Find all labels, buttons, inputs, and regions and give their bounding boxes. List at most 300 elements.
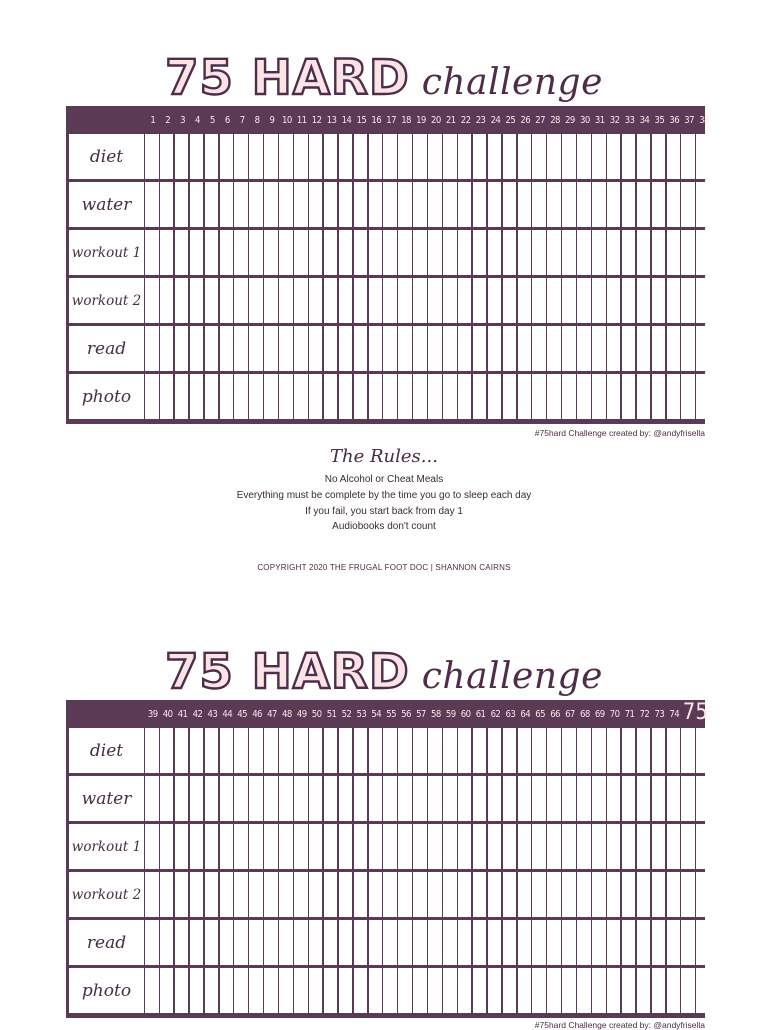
checkbox-cell[interactable] <box>249 824 263 869</box>
checkbox-cell[interactable] <box>354 182 368 227</box>
checkbox-cell[interactable] <box>264 872 278 917</box>
checkbox-cell[interactable] <box>324 968 338 1013</box>
checkbox-cell[interactable] <box>518 326 532 371</box>
checkbox-cell[interactable] <box>294 326 308 371</box>
checkbox-cell[interactable] <box>696 326 708 371</box>
checkbox-cell[interactable] <box>637 134 651 179</box>
checkbox-cell[interactable] <box>339 182 353 227</box>
checkbox-cell[interactable] <box>324 920 338 965</box>
checkbox-cell[interactable] <box>681 776 695 821</box>
checkbox-cell[interactable] <box>562 326 576 371</box>
checkbox-cell[interactable] <box>309 776 323 821</box>
checkbox-cell[interactable] <box>518 134 532 179</box>
checkbox-cell[interactable] <box>592 374 606 419</box>
checkbox-cell[interactable] <box>324 134 338 179</box>
checkbox-cell[interactable] <box>637 776 651 821</box>
checkbox-cell[interactable] <box>309 872 323 917</box>
checkbox-cell[interactable] <box>518 968 532 1013</box>
checkbox-cell[interactable] <box>145 824 159 869</box>
checkbox-cell[interactable] <box>518 278 532 323</box>
checkbox-cell[interactable] <box>190 920 204 965</box>
checkbox-cell[interactable] <box>294 182 308 227</box>
checkbox-cell[interactable] <box>145 230 159 275</box>
checkbox-cell[interactable] <box>592 278 606 323</box>
checkbox-cell[interactable] <box>473 824 487 869</box>
checkbox-cell[interactable] <box>160 968 174 1013</box>
checkbox-cell[interactable] <box>398 968 412 1013</box>
checkbox-cell[interactable] <box>488 230 502 275</box>
checkbox-cell[interactable] <box>145 872 159 917</box>
checkbox-cell[interactable] <box>369 326 383 371</box>
checkbox-cell[interactable] <box>607 872 621 917</box>
checkbox-cell[interactable] <box>249 278 263 323</box>
checkbox-cell[interactable] <box>577 968 591 1013</box>
checkbox-cell[interactable] <box>607 278 621 323</box>
checkbox-cell[interactable] <box>562 134 576 179</box>
checkbox-cell[interactable] <box>264 374 278 419</box>
checkbox-cell[interactable] <box>398 920 412 965</box>
checkbox-cell[interactable] <box>518 230 532 275</box>
checkbox-cell[interactable] <box>264 278 278 323</box>
checkbox-cell[interactable] <box>681 920 695 965</box>
checkbox-cell[interactable] <box>398 728 412 773</box>
checkbox-cell[interactable] <box>413 920 427 965</box>
checkbox-cell[interactable] <box>190 872 204 917</box>
checkbox-cell[interactable] <box>383 230 397 275</box>
checkbox-cell[interactable] <box>696 728 708 773</box>
checkbox-cell[interactable] <box>681 134 695 179</box>
checkbox-cell[interactable] <box>369 230 383 275</box>
checkbox-cell[interactable] <box>398 182 412 227</box>
checkbox-cell[interactable] <box>190 278 204 323</box>
checkbox-cell[interactable] <box>205 920 219 965</box>
checkbox-cell[interactable] <box>175 374 189 419</box>
checkbox-cell[interactable] <box>443 182 457 227</box>
checkbox-cell[interactable] <box>145 776 159 821</box>
checkbox-cell[interactable] <box>681 182 695 227</box>
checkbox-cell[interactable] <box>264 968 278 1013</box>
checkbox-cell[interactable] <box>205 230 219 275</box>
checkbox-cell[interactable] <box>532 374 546 419</box>
checkbox-cell[interactable] <box>667 374 681 419</box>
checkbox-cell[interactable] <box>369 182 383 227</box>
checkbox-cell[interactable] <box>220 872 234 917</box>
checkbox-cell[interactable] <box>160 920 174 965</box>
checkbox-cell[interactable] <box>562 776 576 821</box>
checkbox-cell[interactable] <box>443 824 457 869</box>
checkbox-cell[interactable] <box>428 920 442 965</box>
checkbox-cell[interactable] <box>294 824 308 869</box>
checkbox-cell[interactable] <box>413 776 427 821</box>
checkbox-cell[interactable] <box>160 134 174 179</box>
checkbox-cell[interactable] <box>324 728 338 773</box>
checkbox-cell[interactable] <box>622 920 636 965</box>
checkbox-cell[interactable] <box>562 968 576 1013</box>
checkbox-cell[interactable] <box>652 872 666 917</box>
checkbox-cell[interactable] <box>369 920 383 965</box>
checkbox-cell[interactable] <box>696 872 708 917</box>
checkbox-cell[interactable] <box>622 374 636 419</box>
checkbox-cell[interactable] <box>205 968 219 1013</box>
checkbox-cell[interactable] <box>309 920 323 965</box>
checkbox-cell[interactable] <box>532 230 546 275</box>
checkbox-cell[interactable] <box>637 872 651 917</box>
checkbox-cell[interactable] <box>458 872 472 917</box>
checkbox-cell[interactable] <box>607 968 621 1013</box>
checkbox-cell[interactable] <box>681 326 695 371</box>
checkbox-cell[interactable] <box>160 872 174 917</box>
checkbox-cell[interactable] <box>667 134 681 179</box>
checkbox-cell[interactable] <box>622 230 636 275</box>
checkbox-cell[interactable] <box>160 278 174 323</box>
checkbox-cell[interactable] <box>369 824 383 869</box>
checkbox-cell[interactable] <box>667 872 681 917</box>
checkbox-cell[interactable] <box>339 920 353 965</box>
checkbox-cell[interactable] <box>592 824 606 869</box>
checkbox-cell[interactable] <box>279 134 293 179</box>
checkbox-cell[interactable] <box>458 920 472 965</box>
checkbox-cell[interactable] <box>518 872 532 917</box>
checkbox-cell[interactable] <box>592 326 606 371</box>
checkbox-cell[interactable] <box>175 326 189 371</box>
checkbox-cell[interactable] <box>592 182 606 227</box>
checkbox-cell[interactable] <box>175 230 189 275</box>
checkbox-cell[interactable] <box>473 920 487 965</box>
checkbox-cell[interactable] <box>428 182 442 227</box>
checkbox-cell[interactable] <box>652 920 666 965</box>
checkbox-cell[interactable] <box>637 728 651 773</box>
checkbox-cell[interactable] <box>354 230 368 275</box>
checkbox-cell[interactable] <box>324 326 338 371</box>
checkbox-cell[interactable] <box>279 374 293 419</box>
checkbox-cell[interactable] <box>339 776 353 821</box>
checkbox-cell[interactable] <box>160 182 174 227</box>
checkbox-cell[interactable] <box>667 326 681 371</box>
checkbox-cell[interactable] <box>339 374 353 419</box>
checkbox-cell[interactable] <box>249 968 263 1013</box>
checkbox-cell[interactable] <box>622 968 636 1013</box>
checkbox-cell[interactable] <box>279 776 293 821</box>
checkbox-cell[interactable] <box>369 872 383 917</box>
checkbox-cell[interactable] <box>309 230 323 275</box>
checkbox-cell[interactable] <box>503 326 517 371</box>
checkbox-cell[interactable] <box>324 278 338 323</box>
checkbox-cell[interactable] <box>234 134 248 179</box>
checkbox-cell[interactable] <box>696 134 708 179</box>
checkbox-cell[interactable] <box>547 968 561 1013</box>
checkbox-cell[interactable] <box>503 776 517 821</box>
checkbox-cell[interactable] <box>518 920 532 965</box>
checkbox-cell[interactable] <box>145 968 159 1013</box>
checkbox-cell[interactable] <box>354 326 368 371</box>
checkbox-cell[interactable] <box>160 326 174 371</box>
checkbox-cell[interactable] <box>279 230 293 275</box>
checkbox-cell[interactable] <box>190 374 204 419</box>
checkbox-cell[interactable] <box>279 278 293 323</box>
checkbox-cell[interactable] <box>547 920 561 965</box>
checkbox-cell[interactable] <box>607 776 621 821</box>
checkbox-cell[interactable] <box>279 968 293 1013</box>
checkbox-cell[interactable] <box>205 872 219 917</box>
checkbox-cell[interactable] <box>696 374 708 419</box>
checkbox-cell[interactable] <box>607 374 621 419</box>
checkbox-cell[interactable] <box>532 968 546 1013</box>
checkbox-cell[interactable] <box>205 776 219 821</box>
checkbox-cell[interactable] <box>160 374 174 419</box>
checkbox-cell[interactable] <box>369 278 383 323</box>
checkbox-cell[interactable] <box>354 824 368 869</box>
checkbox-cell[interactable] <box>562 824 576 869</box>
checkbox-cell[interactable] <box>220 374 234 419</box>
checkbox-cell[interactable] <box>622 872 636 917</box>
checkbox-cell[interactable] <box>413 824 427 869</box>
checkbox-cell[interactable] <box>443 278 457 323</box>
checkbox-cell[interactable] <box>547 134 561 179</box>
checkbox-cell[interactable] <box>667 182 681 227</box>
checkbox-cell[interactable] <box>220 776 234 821</box>
checkbox-cell[interactable] <box>354 134 368 179</box>
checkbox-cell[interactable] <box>652 968 666 1013</box>
checkbox-cell[interactable] <box>473 182 487 227</box>
checkbox-cell[interactable] <box>205 374 219 419</box>
checkbox-cell[interactable] <box>518 182 532 227</box>
checkbox-cell[interactable] <box>369 776 383 821</box>
checkbox-cell[interactable] <box>175 824 189 869</box>
checkbox-cell[interactable] <box>398 374 412 419</box>
checkbox-cell[interactable] <box>294 230 308 275</box>
checkbox-cell[interactable] <box>175 278 189 323</box>
checkbox-cell[interactable] <box>488 278 502 323</box>
checkbox-cell[interactable] <box>279 824 293 869</box>
checkbox-cell[interactable] <box>428 134 442 179</box>
checkbox-cell[interactable] <box>577 278 591 323</box>
checkbox-cell[interactable] <box>428 278 442 323</box>
checkbox-cell[interactable] <box>696 230 708 275</box>
checkbox-cell[interactable] <box>220 728 234 773</box>
checkbox-cell[interactable] <box>324 230 338 275</box>
checkbox-cell[interactable] <box>532 872 546 917</box>
checkbox-cell[interactable] <box>175 872 189 917</box>
checkbox-cell[interactable] <box>637 230 651 275</box>
checkbox-cell[interactable] <box>681 824 695 869</box>
checkbox-cell[interactable] <box>234 728 248 773</box>
checkbox-cell[interactable] <box>249 326 263 371</box>
checkbox-cell[interactable] <box>667 728 681 773</box>
checkbox-cell[interactable] <box>488 326 502 371</box>
checkbox-cell[interactable] <box>369 134 383 179</box>
checkbox-cell[interactable] <box>473 374 487 419</box>
checkbox-cell[interactable] <box>249 872 263 917</box>
checkbox-cell[interactable] <box>428 374 442 419</box>
checkbox-cell[interactable] <box>413 230 427 275</box>
checkbox-cell[interactable] <box>294 728 308 773</box>
checkbox-cell[interactable] <box>324 824 338 869</box>
checkbox-cell[interactable] <box>354 872 368 917</box>
checkbox-cell[interactable] <box>443 326 457 371</box>
checkbox-cell[interactable] <box>652 182 666 227</box>
checkbox-cell[interactable] <box>667 968 681 1013</box>
checkbox-cell[interactable] <box>443 920 457 965</box>
checkbox-cell[interactable] <box>592 134 606 179</box>
checkbox-cell[interactable] <box>413 374 427 419</box>
checkbox-cell[interactable] <box>264 728 278 773</box>
checkbox-cell[interactable] <box>622 182 636 227</box>
checkbox-cell[interactable] <box>637 920 651 965</box>
checkbox-cell[interactable] <box>652 824 666 869</box>
checkbox-cell[interactable] <box>205 728 219 773</box>
checkbox-cell[interactable] <box>488 374 502 419</box>
checkbox-cell[interactable] <box>413 182 427 227</box>
checkbox-cell[interactable] <box>681 374 695 419</box>
checkbox-cell[interactable] <box>696 182 708 227</box>
checkbox-cell[interactable] <box>339 872 353 917</box>
checkbox-cell[interactable] <box>413 278 427 323</box>
checkbox-cell[interactable] <box>145 326 159 371</box>
checkbox-cell[interactable] <box>324 776 338 821</box>
checkbox-cell[interactable] <box>532 776 546 821</box>
checkbox-cell[interactable] <box>488 728 502 773</box>
checkbox-cell[interactable] <box>249 134 263 179</box>
checkbox-cell[interactable] <box>339 824 353 869</box>
checkbox-cell[interactable] <box>681 278 695 323</box>
checkbox-cell[interactable] <box>234 326 248 371</box>
checkbox-cell[interactable] <box>458 824 472 869</box>
checkbox-cell[interactable] <box>339 728 353 773</box>
checkbox-cell[interactable] <box>473 326 487 371</box>
checkbox-cell[interactable] <box>622 824 636 869</box>
checkbox-cell[interactable] <box>234 374 248 419</box>
checkbox-cell[interactable] <box>622 326 636 371</box>
checkbox-cell[interactable] <box>294 920 308 965</box>
checkbox-cell[interactable] <box>309 374 323 419</box>
checkbox-cell[interactable] <box>547 326 561 371</box>
checkbox-cell[interactable] <box>532 182 546 227</box>
checkbox-cell[interactable] <box>234 230 248 275</box>
checkbox-cell[interactable] <box>518 728 532 773</box>
checkbox-cell[interactable] <box>264 920 278 965</box>
checkbox-cell[interactable] <box>562 728 576 773</box>
checkbox-cell[interactable] <box>175 182 189 227</box>
checkbox-cell[interactable] <box>413 134 427 179</box>
checkbox-cell[interactable] <box>294 134 308 179</box>
checkbox-cell[interactable] <box>458 326 472 371</box>
checkbox-cell[interactable] <box>220 230 234 275</box>
checkbox-cell[interactable] <box>607 134 621 179</box>
checkbox-cell[interactable] <box>145 920 159 965</box>
checkbox-cell[interactable] <box>354 728 368 773</box>
checkbox-cell[interactable] <box>488 824 502 869</box>
checkbox-cell[interactable] <box>220 182 234 227</box>
checkbox-cell[interactable] <box>175 134 189 179</box>
checkbox-cell[interactable] <box>309 134 323 179</box>
checkbox-cell[interactable] <box>577 326 591 371</box>
checkbox-cell[interactable] <box>547 824 561 869</box>
checkbox-cell[interactable] <box>413 872 427 917</box>
checkbox-cell[interactable] <box>637 968 651 1013</box>
checkbox-cell[interactable] <box>145 134 159 179</box>
checkbox-cell[interactable] <box>160 230 174 275</box>
checkbox-cell[interactable] <box>190 230 204 275</box>
checkbox-cell[interactable] <box>339 968 353 1013</box>
checkbox-cell[interactable] <box>309 278 323 323</box>
checkbox-cell[interactable] <box>220 278 234 323</box>
checkbox-cell[interactable] <box>637 326 651 371</box>
checkbox-cell[interactable] <box>696 920 708 965</box>
checkbox-cell[interactable] <box>473 728 487 773</box>
checkbox-cell[interactable] <box>383 278 397 323</box>
checkbox-cell[interactable] <box>458 374 472 419</box>
checkbox-cell[interactable] <box>458 134 472 179</box>
checkbox-cell[interactable] <box>637 374 651 419</box>
checkbox-cell[interactable] <box>458 182 472 227</box>
checkbox-cell[interactable] <box>518 776 532 821</box>
checkbox-cell[interactable] <box>503 920 517 965</box>
checkbox-cell[interactable] <box>473 230 487 275</box>
checkbox-cell[interactable] <box>234 920 248 965</box>
checkbox-cell[interactable] <box>667 920 681 965</box>
checkbox-cell[interactable] <box>681 728 695 773</box>
checkbox-cell[interactable] <box>592 728 606 773</box>
checkbox-cell[interactable] <box>443 776 457 821</box>
checkbox-cell[interactable] <box>264 776 278 821</box>
checkbox-cell[interactable] <box>339 326 353 371</box>
checkbox-cell[interactable] <box>413 728 427 773</box>
checkbox-cell[interactable] <box>279 920 293 965</box>
checkbox-cell[interactable] <box>175 968 189 1013</box>
checkbox-cell[interactable] <box>607 230 621 275</box>
checkbox-cell[interactable] <box>264 824 278 869</box>
checkbox-cell[interactable] <box>488 968 502 1013</box>
checkbox-cell[interactable] <box>532 326 546 371</box>
checkbox-cell[interactable] <box>309 326 323 371</box>
checkbox-cell[interactable] <box>518 374 532 419</box>
checkbox-cell[interactable] <box>547 182 561 227</box>
checkbox-cell[interactable] <box>264 230 278 275</box>
checkbox-cell[interactable] <box>160 776 174 821</box>
checkbox-cell[interactable] <box>190 134 204 179</box>
checkbox-cell[interactable] <box>547 776 561 821</box>
checkbox-cell[interactable] <box>369 374 383 419</box>
checkbox-cell[interactable] <box>309 182 323 227</box>
checkbox-cell[interactable] <box>234 278 248 323</box>
checkbox-cell[interactable] <box>383 374 397 419</box>
checkbox-cell[interactable] <box>577 920 591 965</box>
checkbox-cell[interactable] <box>339 230 353 275</box>
checkbox-cell[interactable] <box>458 968 472 1013</box>
checkbox-cell[interactable] <box>532 728 546 773</box>
checkbox-cell[interactable] <box>324 182 338 227</box>
checkbox-cell[interactable] <box>696 824 708 869</box>
checkbox-cell[interactable] <box>562 920 576 965</box>
checkbox-cell[interactable] <box>547 728 561 773</box>
checkbox-cell[interactable] <box>592 968 606 1013</box>
checkbox-cell[interactable] <box>234 968 248 1013</box>
checkbox-cell[interactable] <box>175 776 189 821</box>
checkbox-cell[interactable] <box>413 968 427 1013</box>
checkbox-cell[interactable] <box>279 728 293 773</box>
checkbox-cell[interactable] <box>681 872 695 917</box>
checkbox-cell[interactable] <box>473 134 487 179</box>
checkbox-cell[interactable] <box>264 134 278 179</box>
checkbox-cell[interactable] <box>592 230 606 275</box>
checkbox-cell[interactable] <box>652 326 666 371</box>
checkbox-cell[interactable] <box>428 230 442 275</box>
checkbox-cell[interactable] <box>607 728 621 773</box>
checkbox-cell[interactable] <box>324 374 338 419</box>
checkbox-cell[interactable] <box>473 776 487 821</box>
checkbox-cell[interactable] <box>667 230 681 275</box>
checkbox-cell[interactable] <box>577 374 591 419</box>
